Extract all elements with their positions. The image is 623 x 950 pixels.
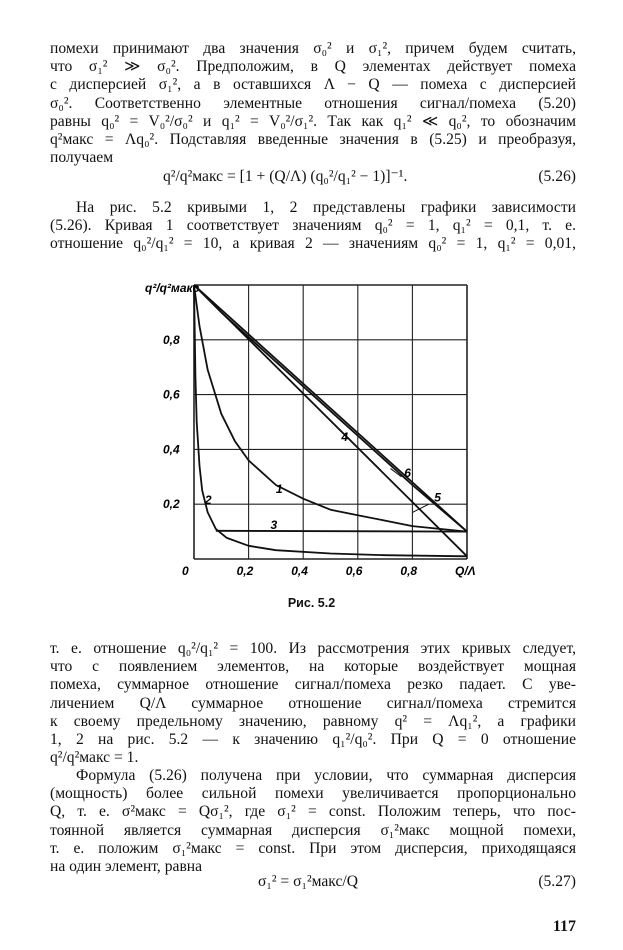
equation-number-5-26: (5.26) bbox=[538, 168, 576, 185]
text-line: личением Q/Λ суммарное отношение сигнал/помеха стремится bbox=[50, 694, 576, 712]
x-tick-label: Q/Λ bbox=[455, 564, 476, 578]
x-tick-label: 0,6 bbox=[345, 564, 363, 578]
y-tick-label: 0,6 bbox=[163, 387, 180, 402]
origin-label: 0 bbox=[182, 564, 189, 578]
text-line: Q, т. е. σ²макс = Qσ₁², где σ₁² = const. Положим теперь, что пос- bbox=[50, 803, 576, 821]
text-line: т. е. отношение q₀²/q₁² = 100. Из рассмотрения этих кривых следует, bbox=[50, 640, 576, 657]
text-line: (мощность) более сильной помехи увеличивается пропорционально bbox=[50, 785, 576, 803]
curve-label-6: 6 bbox=[404, 465, 411, 480]
text-line: к своему предельному значению, равному q² = Λq₁², а графики bbox=[50, 712, 576, 730]
text-line: q²макс = Λq₀². Подставляя введенные значения в (5.25) и преобразуя, bbox=[50, 131, 576, 149]
curve-label-3: 3 bbox=[270, 517, 278, 532]
text-line: (5.26). Кривая 1 соответствует значениям q₀² = 1, q₁² = 0,1, т. е. bbox=[50, 217, 576, 235]
text-line: равны q₀² = V₀²/σ₀² и q₁² = V₀²/σ₁². Так как q₁² ≪ q₀², то обозначим bbox=[50, 112, 576, 130]
text-line: q²/q²макс = 1. bbox=[50, 749, 139, 767]
text-line: 1, 2 на рис. 5.2 — к значению q₁²/q₀². При Q = 0 отношение bbox=[50, 731, 576, 749]
paragraph-4 bbox=[50, 767, 576, 876]
text-line: На рис. 5.2 кривыми 1, 2 представлены графики зависимости bbox=[76, 199, 576, 216]
text-line: получаем bbox=[50, 149, 114, 167]
x-tick-label: 0,4 bbox=[291, 564, 308, 578]
text-line: тоянной является суммарная дисперсия σ₁²макс мощной помехи, bbox=[50, 821, 576, 839]
curve-label-1: 1 bbox=[275, 482, 283, 497]
equation-number-5-27: (5.27) bbox=[538, 873, 576, 890]
figure-caption: Рис. 5.2 bbox=[287, 596, 336, 610]
text-line: т. е. положим σ₁²макс = const. При этом дисперсия, приходящаяся bbox=[50, 839, 576, 857]
curve-label-4: 4 bbox=[341, 430, 349, 445]
y-axis-label: q²/q²макс bbox=[145, 281, 200, 295]
page-number: 117 bbox=[552, 918, 576, 935]
curve-label-5: 5 bbox=[434, 490, 441, 505]
y-tick-label: 0,4 bbox=[163, 442, 180, 457]
text-line: отношение q₀²/q₁² = 10, а кривая 2 — значениям q₀² = 1, q₁² = 0,01, bbox=[50, 235, 576, 253]
paragraph-3 bbox=[50, 640, 576, 767]
equation-5-26: q²/q²макс = [1 + (Q/Λ) (q₀²/q₁² − 1)]⁻¹. bbox=[163, 168, 408, 185]
x-tick-label: 0,2 bbox=[236, 564, 254, 578]
x-tick-label: 0,8 bbox=[400, 564, 418, 578]
text-line: что с появлением элементов, на которые воздействует мощная bbox=[50, 658, 576, 676]
text-line: помехи принимают два значения σ₀² и σ₁², причем будем считать, bbox=[50, 40, 576, 57]
y-tick-label: 0,8 bbox=[163, 332, 180, 347]
curve-4 bbox=[194, 285, 467, 532]
text-line: Формула (5.26) получена при условии, что суммарная дисперсия bbox=[76, 767, 576, 784]
y-tick-label: 0,2 bbox=[163, 497, 180, 512]
curve-3 bbox=[216, 531, 467, 532]
text-line: на один элемент, равна bbox=[50, 858, 203, 876]
text-line: σ₀². Соответственно элементные отношения сигнал/помеха (5.20) bbox=[50, 94, 576, 112]
text-line: что σ₁² ≫ σ₀². Предположим, в Q элементах действует помеха bbox=[50, 58, 576, 76]
curve-label-2: 2 bbox=[204, 493, 212, 508]
text-line: с дисперсией σ₁², а в оставшихся Λ − Q — помеха с дисперсией bbox=[50, 76, 576, 94]
equation-5-27: σ₁² = σ₁²макс/Q bbox=[258, 873, 359, 890]
text-line: помеха, суммарное отношение сигнал/помеха резко падает. С уве- bbox=[50, 676, 576, 694]
